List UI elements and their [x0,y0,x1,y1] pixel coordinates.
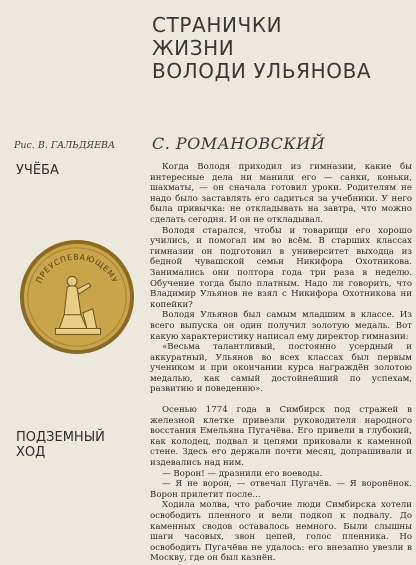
dialog-line: — Я не ворон, — отвечал Пугачёв. — Я воронёнок. Ворон прилетит после... [150,479,412,500]
title-line: ВОЛОДИ УЛЬЯНОВА [152,59,372,83]
paragraph: Ходила молва, что рабочие люди Симбирска хотели освободить пленного и вели подкоп к подвалу. До каменных сводов оставалось немного. Были слышны шаги часовых, звон цепей, голос пленника. Но освободить Пугачёва не удалось: его внезапно увезли в Москву, где он был казнён. [150,500,412,564]
paragraph: Володя Ульянов был самым младшим в классе. Из всего выпуска он один получил золотую медаль. Вот какую характеристику написал ему директор гимназии: [150,310,412,342]
heading-line: УЧЁБА [16,163,59,178]
section-heading-underground [16,430,105,460]
heading-line: ПОДЗЕМНЫЙ [16,430,105,445]
section-gap [150,395,412,405]
paragraph: Володя старался, чтобы и товарищи его хорошо учились, и помогал им во всём. В старших классах гимназии он подготовил в университет выходца из бедной чувашской семьи Никифора Охотникова. Занимались они полтора года три раза в неделю. Обучение тогда было платным. Надо ли говорить, что Владимир Ульянов не взял с Никифора Охотникова ни копейки? [150,225,412,310]
gold-medal-illustration [18,238,136,356]
heading-line: ХОД [16,445,46,460]
title-line: ЖИЗНИ [152,36,235,60]
page-title [152,14,412,83]
paragraph: «Весьма талантливый, постоянно усердный и аккуратный, Ульянов во всех классах был первым учеником и при окончании курса награждён золотою медалью, как самый достойнейший по успехам, развитию и поведению». [150,342,412,395]
author-name: С. РОМАНОВСКИЙ [152,134,326,153]
title-line: СТРАНИЧКИ [152,13,283,37]
illustrator-credit: Рис. В. ГАЛЬДЯЕВА [14,140,116,151]
article-body [150,162,412,564]
paragraph: Осенью 1774 года в Симбирск под стражей в железной клетке привезли руководителя народного восстания Емельяна Пугачёва. Его привели в глубокий, как колодец, подвал и цепями приковали к каменной стене. Здесь его держали почти месяц, допрашивали и издевались над ним. [150,405,412,469]
medal-inscription: ПРЕУСПЕВАЮЩЕМУ [34,252,120,285]
dialog-line: — Ворон! — дразнили его воеводы. [162,468,323,479]
paragraph: Когда Володя приходил из гимназии, какие бы интересные дела ни манили его — санки, коньки, шахматы, — он сначала готовил уроки. Родителям не надо было заставлять его садиться за учебники. У него была привычка: не откладывать на завтра, что можно сделать сегодня. И он не откладывал. [150,162,412,225]
section-heading-study [16,163,59,178]
